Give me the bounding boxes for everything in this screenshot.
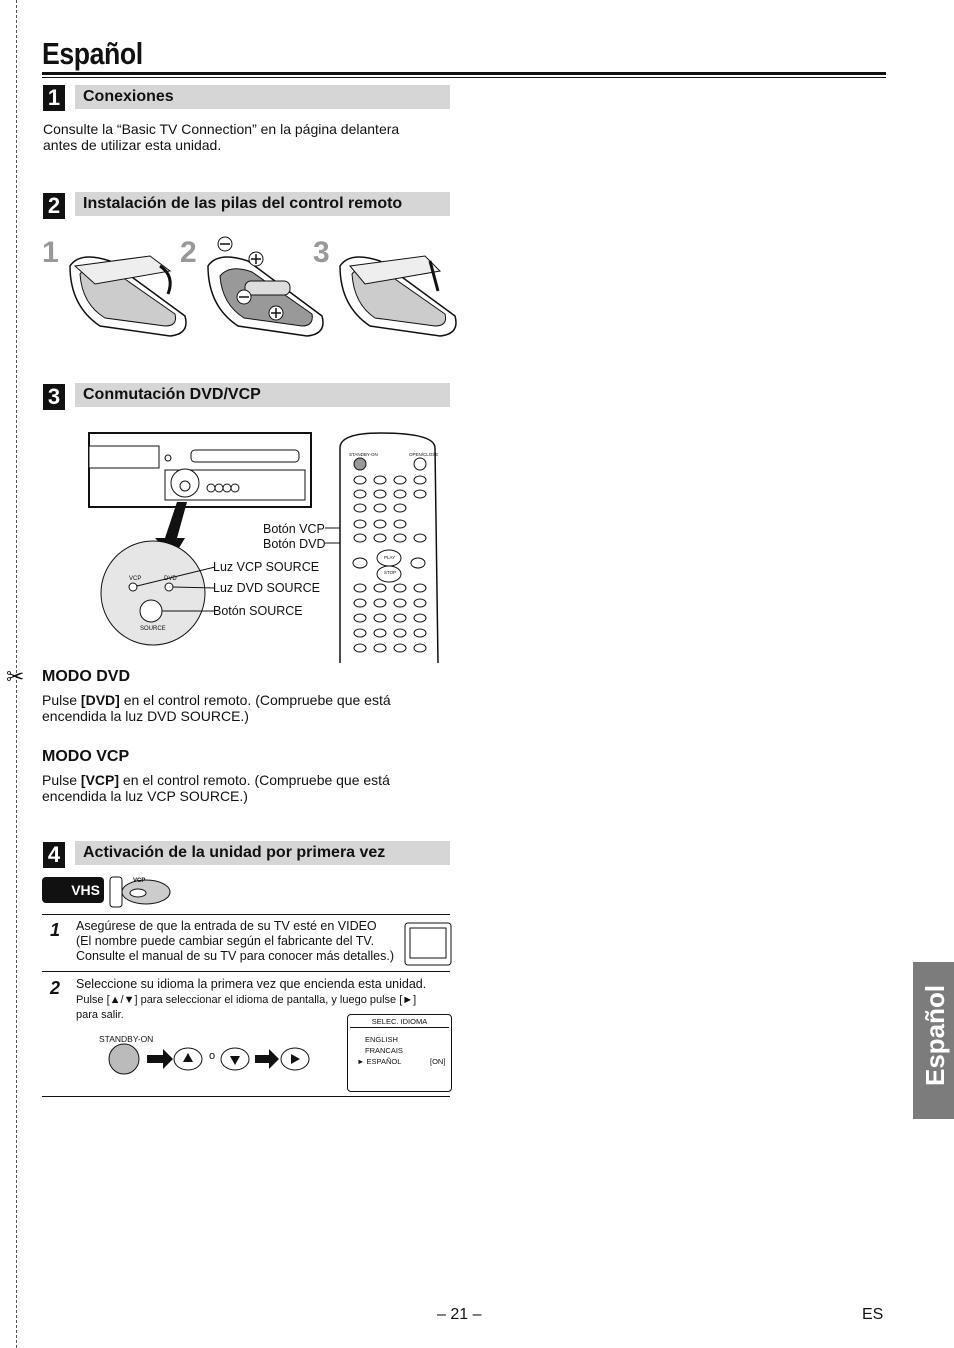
callout-vcp-button: Botón VCP (263, 522, 325, 536)
remote-standby-label: STANDBY-ON (349, 452, 378, 457)
step-2-instruction-cont: para salir. (76, 1009, 124, 1021)
osd-item-francais: FRANCAIS (365, 1046, 403, 1055)
conexiones-text: Consulte la “Basic TV Connection” en la página delantera antes de utilizar esta unidad. (43, 121, 400, 153)
remote-back-3 (340, 256, 456, 336)
vcp-icon-label: VCP (133, 878, 146, 884)
section-number-2: 2 (43, 193, 65, 219)
battery-step-1-number: 1 (42, 236, 59, 269)
section-number-3: 3 (43, 384, 65, 410)
battery-step-2-number: 2 (180, 236, 197, 269)
language-code: ES (862, 1306, 884, 1323)
remote-stop-label: STOP (384, 570, 397, 575)
osd-title: SELEC. IDIOMA (371, 1017, 428, 1026)
osd-item-espanol: ► ESPAÑOL (357, 1057, 402, 1066)
modo-vcp-heading: MODO VCP (42, 748, 130, 765)
callout-dvd-light: Luz DVD SOURCE (213, 581, 320, 595)
remote-back-1 (70, 256, 186, 336)
or-text: o (209, 1050, 216, 1062)
title-rule (42, 72, 886, 75)
step-divider-bottom (42, 1096, 450, 1097)
tv-icon (404, 922, 452, 966)
step-divider-top (42, 914, 450, 915)
step-2-text: Seleccione su idioma la primera vez que encienda esta unidad. (76, 977, 427, 991)
section-number-1: 1 (43, 85, 65, 111)
modo-vcp-text: Pulse [VCP] en el control remoto. (Compruebe que está encendida la luz VCP SOURCE.) (42, 772, 390, 804)
step-2-instruction: Pulse [▲/▼] para seleccionar el idioma de pantalla, y luego pulse [►] (76, 994, 417, 1006)
callout-source-button: Botón SOURCE (213, 604, 303, 618)
section-title-activacion: Activación de la unidad por primera vez (75, 841, 450, 865)
arrow-right-icon-2 (255, 1049, 279, 1069)
page-title: Español (42, 36, 143, 71)
section-number-4: 4 (43, 842, 65, 868)
battery-installation-illustration (60, 236, 460, 346)
panel-vcp-label: VCP (129, 576, 142, 582)
panel-source-label: SOURCE (140, 626, 166, 632)
side-tab-label: Español (920, 984, 950, 1086)
modo-dvd-heading: MODO DVD (42, 668, 130, 685)
remote-play-label: PLAY (384, 555, 396, 560)
title-rule-thin (42, 77, 886, 78)
step-1-text: Asegúrese de que la entrada de su TV esté en VIDEO (El nombre puede cambiar según el fabricante del TV. Consulte el manual de su TV para conocer más detalles.) (76, 919, 394, 963)
player-front-panel (89, 433, 311, 507)
step-1-number: 1 (50, 920, 61, 940)
panel-dvd-label: DVD (164, 576, 177, 582)
page-number: – 21 – (437, 1306, 482, 1323)
standby-on-label: STANDBY-ON (99, 1034, 154, 1044)
battery-step-3-number: 3 (313, 236, 330, 269)
section-title-conmutacion: Conmutación DVD/VCP (75, 383, 450, 407)
section-title-pilas: Instalación de las pilas del control remoto (75, 192, 450, 216)
arrow-right-icon (147, 1049, 173, 1069)
osd-status: [ON] (430, 1057, 446, 1066)
section-title-conexiones: Conexiones (75, 85, 450, 109)
step-2-number: 2 (50, 978, 61, 998)
callout-vcp-light: Luz VCP SOURCE (213, 560, 320, 574)
vhs-icon: VHS (42, 877, 104, 903)
remote-open-close-label: OPEN/CLOSE (409, 452, 439, 457)
osd-item-english: ENGLISH (365, 1035, 398, 1044)
remote-back-2 (208, 237, 323, 336)
step-divider-middle (42, 971, 450, 972)
remote-control (340, 433, 438, 663)
scissors-icon: ✂ (6, 664, 25, 689)
callout-dvd-button: Botón DVD (263, 537, 326, 551)
language-osd (347, 1014, 452, 1092)
modo-dvd-text: Pulse [DVD] en el control remoto. (Compruebe que está encendida la luz DVD SOURCE.) (42, 692, 391, 724)
